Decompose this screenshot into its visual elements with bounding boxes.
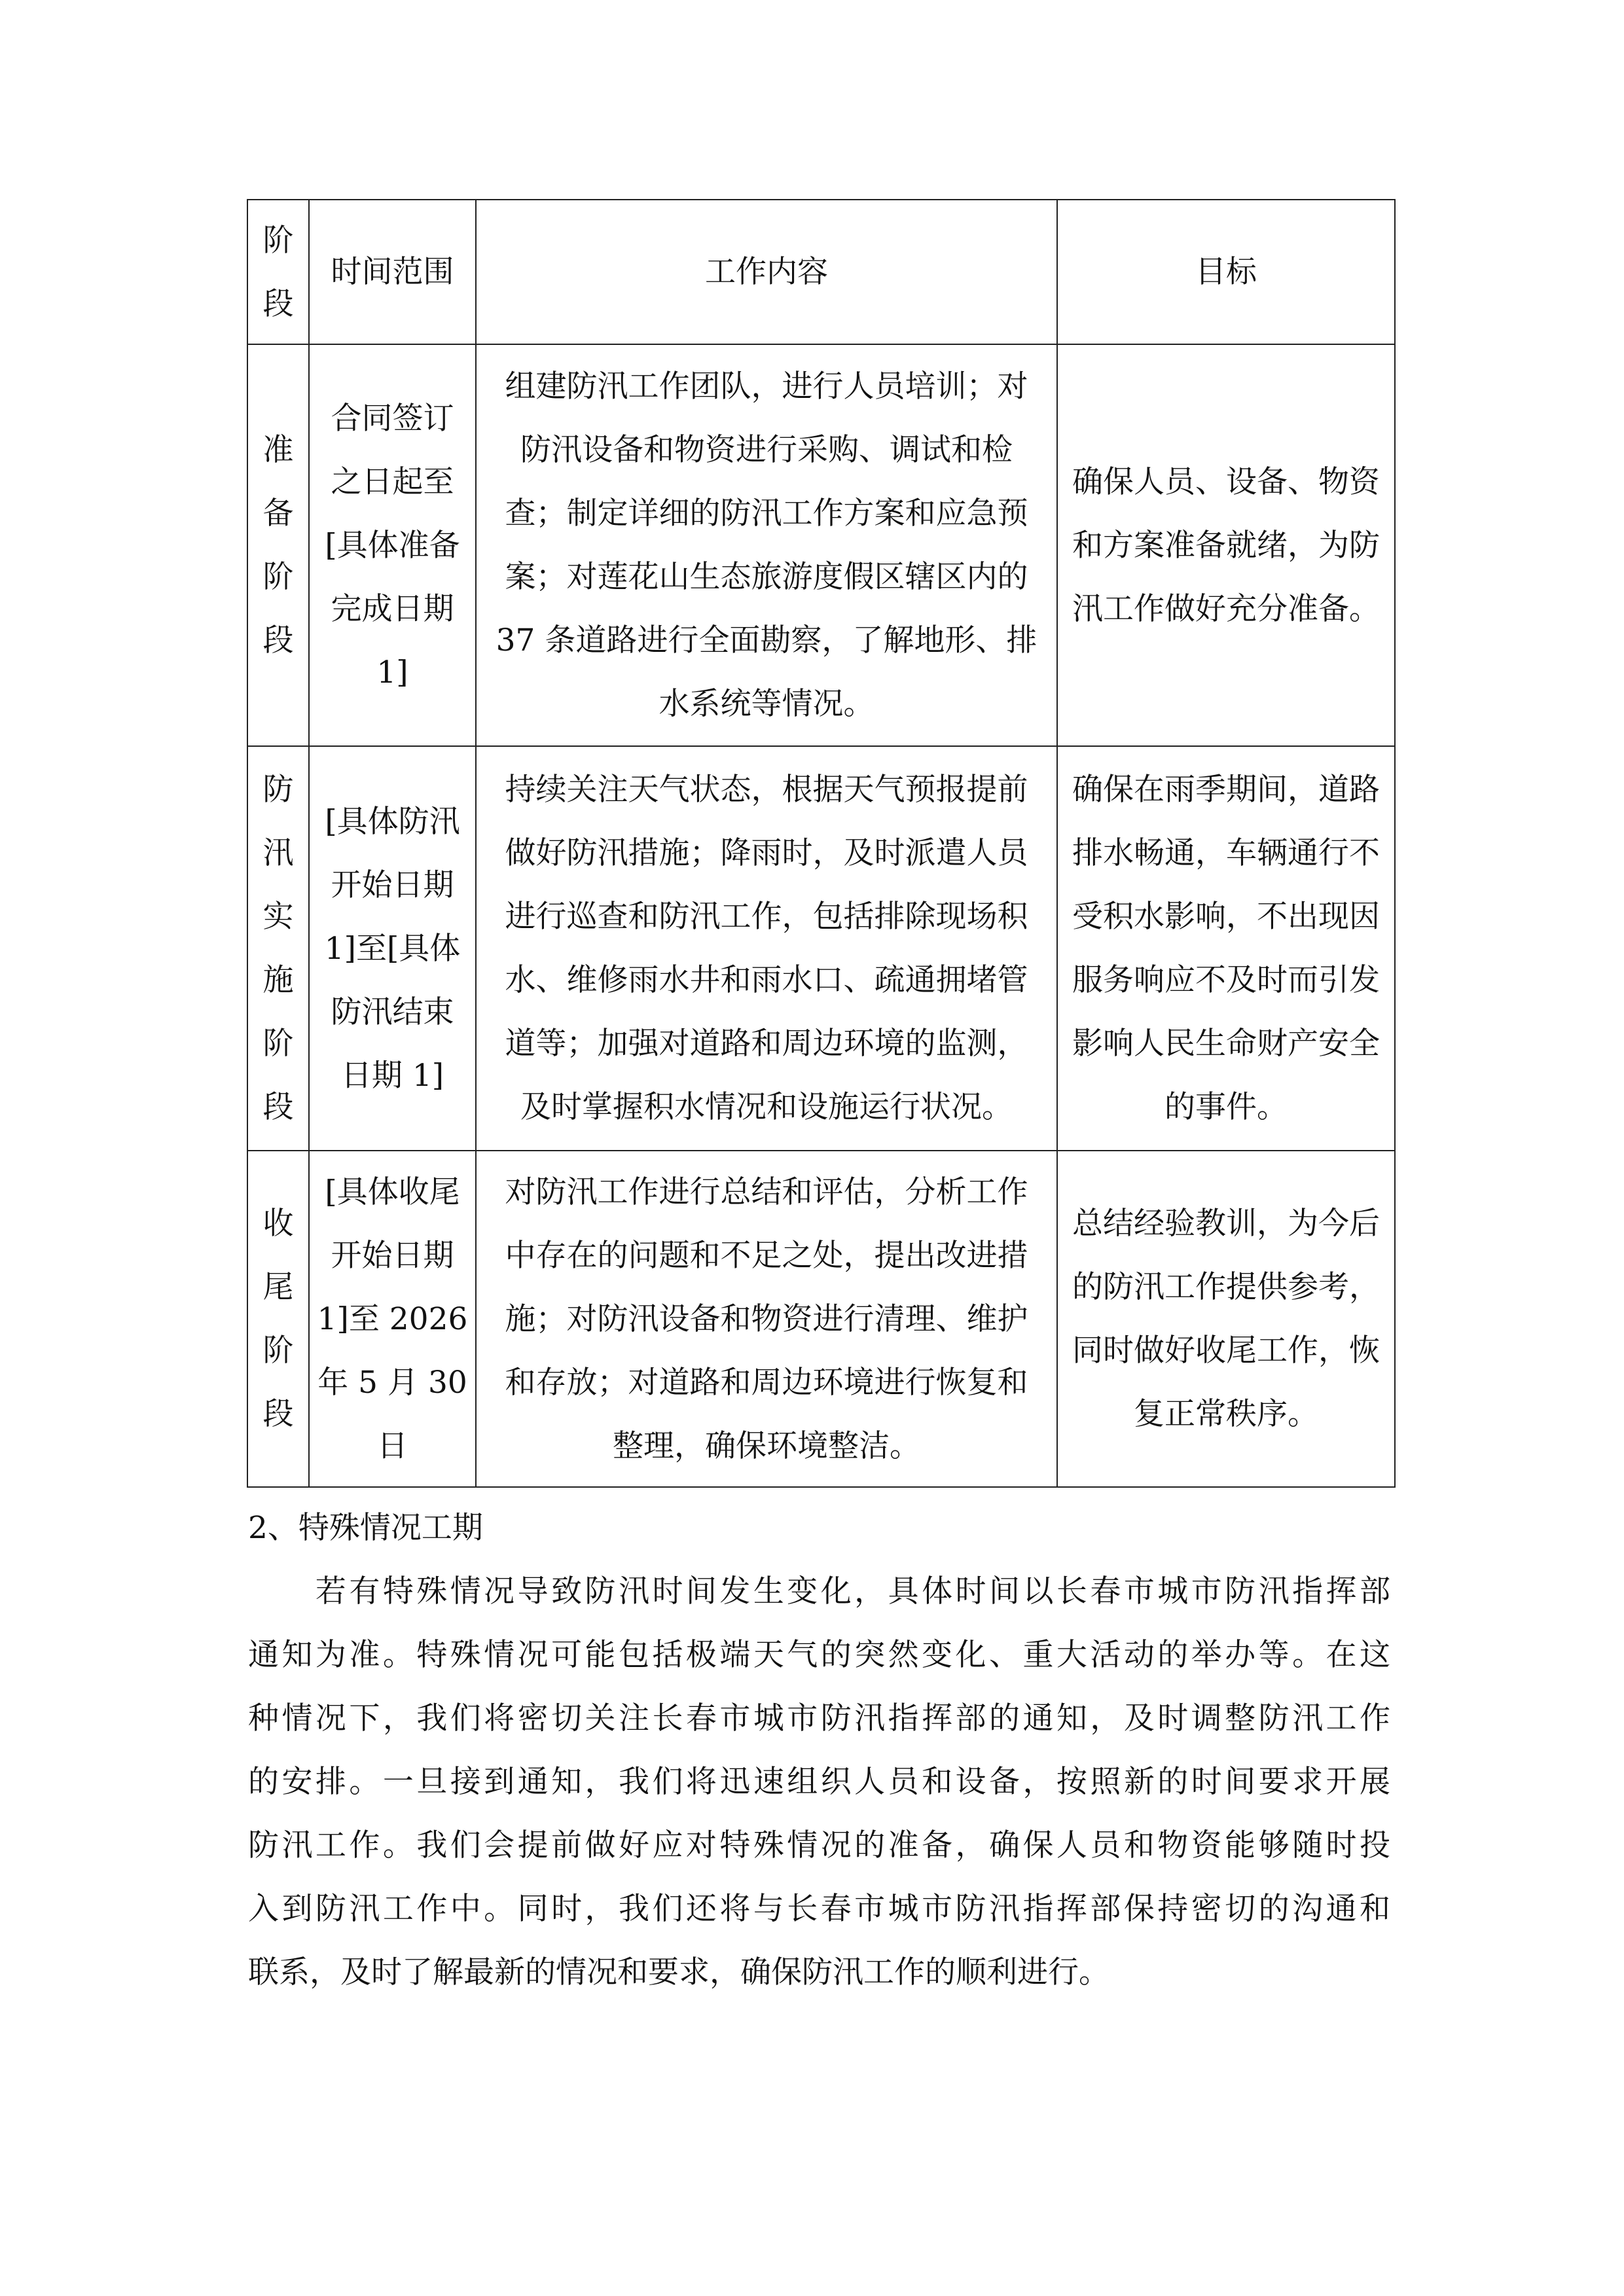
cell-line: 完成日期 xyxy=(331,590,454,627)
header-cell xyxy=(1057,200,1395,344)
cell-line: 的防汛工作提供参考， xyxy=(1072,1269,1380,1305)
cell-line: 施 xyxy=(262,962,294,998)
goal-cell xyxy=(1057,344,1395,746)
cell-line: 段 xyxy=(262,285,294,322)
cell-line: 施；对防汛设备和物资进行清理、维护 xyxy=(505,1300,1028,1337)
work-content-cell xyxy=(476,746,1057,1151)
paragraph-line: 的安排。一旦接到通知，我们将迅速组织人员和设备，按照新的时间要求开展 xyxy=(248,1764,1390,1800)
cell-line: 收 xyxy=(262,1206,294,1242)
cell-line: 的事件。 xyxy=(1164,1089,1288,1125)
cell-line: 实 xyxy=(262,899,294,935)
time-range-cell xyxy=(309,344,476,746)
table-row xyxy=(247,344,1395,746)
cell-line: 阶 xyxy=(262,1333,294,1369)
work-content-cell xyxy=(476,344,1057,746)
cell-line: [具体准备 xyxy=(325,527,460,564)
section-paragraph xyxy=(248,1560,1390,2004)
cell-line: 复正常秩序。 xyxy=(1134,1396,1318,1432)
cell-line: 进行巡查和防汛工作，包括排除现场积 xyxy=(505,899,1028,935)
cell-line: 1] xyxy=(376,654,408,691)
paragraph-line: 通知为准。特殊情况可能包括极端天气的突然变化、重大活动的举办等。在这 xyxy=(248,1637,1390,1673)
cell-line: 阶 xyxy=(262,1026,294,1062)
section-heading: 2、特殊情况工期 xyxy=(248,1510,483,1546)
cell-line: 和存放；对道路和周边环境进行恢复和 xyxy=(505,1364,1028,1401)
cell-line: 道等；加强对道路和周边环境的监测， xyxy=(505,1026,1028,1062)
cell-line: 做好防汛措施；降雨时，及时派遣人员 xyxy=(505,835,1028,871)
cell-line: 合同签订 xyxy=(331,400,454,437)
cell-line: [具体收尾 xyxy=(325,1174,460,1210)
cell-line: 阶 xyxy=(262,222,294,259)
cell-line: 排水畅通，车辆通行不 xyxy=(1072,835,1380,871)
cell-line: 日 xyxy=(377,1427,408,1464)
time-range-cell xyxy=(309,1151,476,1487)
cell-line: 服务响应不及时而引发 xyxy=(1072,962,1380,998)
table-row xyxy=(247,1151,1395,1487)
cell-line: 组建防汛工作团队，进行人员培训；对 xyxy=(505,368,1028,404)
cell-line: 段 xyxy=(262,1089,294,1125)
cell-line: 阶 xyxy=(262,559,294,595)
cell-line: 之日起至 xyxy=(331,463,454,500)
cell-line: 确保在雨季期间，道路 xyxy=(1072,772,1380,808)
header-cell xyxy=(309,200,476,344)
cell-line: 准 xyxy=(262,432,294,468)
cell-line: 持续关注天气状态，根据天气预报提前 xyxy=(505,772,1028,808)
cell-line: 受积水影响，不出现因 xyxy=(1072,899,1380,935)
header-cell xyxy=(247,200,309,344)
cell-line: 水、维修雨水井和雨水口、疏通拥堵管 xyxy=(505,962,1028,998)
stage-cell xyxy=(247,1151,309,1487)
cell-line: 开始日期 xyxy=(331,1237,454,1274)
cell-line: 整理，确保环境整洁。 xyxy=(613,1427,920,1464)
goal-cell xyxy=(1057,746,1395,1151)
paragraph-line: 种情况下，我们将密切关注长春市城市防汛指挥部的通知，及时调整防汛工作 xyxy=(248,1700,1390,1736)
cell-line: 影响人民生命财产安全 xyxy=(1072,1026,1380,1062)
cell-line: 防 xyxy=(262,772,294,808)
stage-cell xyxy=(247,746,309,1151)
goal-cell xyxy=(1057,1151,1395,1487)
cell-line: 尾 xyxy=(262,1269,294,1305)
cell-line: 开始日期 xyxy=(331,867,454,903)
cell-line: 及时掌握积水情况和设施运行状况。 xyxy=(520,1089,1013,1125)
paragraph-line: 防汛工作。我们会提前做好应对特殊情况的准备，确保人员和物资能够随时投 xyxy=(248,1827,1390,1863)
cell-line: 1]至 2026 xyxy=(317,1300,468,1337)
cell-line: 水系统等情况。 xyxy=(659,686,875,722)
table-row xyxy=(247,746,1395,1151)
header-cell xyxy=(476,200,1057,344)
schedule-table xyxy=(247,199,1396,1488)
time-range-cell xyxy=(309,746,476,1151)
work-content-cell xyxy=(476,1151,1057,1487)
cell-line: 37 条道路进行全面勘察，了解地形、排 xyxy=(496,622,1038,658)
paragraph-line: 入到防汛工作中。同时，我们还将与长春市城市防汛指挥部保持密切的沟通和 xyxy=(248,1891,1390,1927)
cell-line: 目标 xyxy=(1195,254,1257,290)
cell-line: 防汛结束 xyxy=(331,994,454,1030)
cell-line: 对防汛工作进行总结和评估，分析工作 xyxy=(505,1174,1028,1210)
cell-line: 段 xyxy=(262,622,294,658)
cell-line: 防汛设备和物资进行采购、调试和检 xyxy=(520,432,1013,468)
paragraph-line: 若有特殊情况导致防汛时间发生变化，具体时间以长春市城市防汛指挥部 xyxy=(248,1573,1390,1609)
cell-line: 查；制定详细的防汛工作方案和应急预 xyxy=(505,495,1028,531)
cell-line: 确保人员、设备、物资 xyxy=(1072,463,1380,500)
cell-line: 汛工作做好充分准备。 xyxy=(1072,590,1380,627)
cell-line: 段 xyxy=(262,1396,294,1432)
cell-line: 年 5 月 30 xyxy=(317,1364,467,1401)
cell-line: [具体防汛 xyxy=(325,803,460,840)
cell-line: 时间范围 xyxy=(331,254,454,290)
cell-line: 汛 xyxy=(262,835,294,871)
cell-line: 中存在的问题和不足之处，提出改进措 xyxy=(505,1237,1028,1274)
header-row xyxy=(247,200,1395,344)
cell-line: 1]至[具体 xyxy=(324,930,461,967)
cell-line: 和方案准备就绪，为防 xyxy=(1072,527,1380,564)
cell-line: 日期 1] xyxy=(340,1057,444,1094)
paragraph-line: 联系，及时了解最新的情况和要求，确保防汛工作的顺利进行。 xyxy=(248,1954,1110,1990)
cell-line: 案；对莲花山生态旅游度假区辖区内的 xyxy=(505,559,1028,595)
cell-line: 备 xyxy=(262,495,294,531)
cell-line: 工作内容 xyxy=(705,254,828,290)
stage-cell xyxy=(247,344,309,746)
cell-line: 同时做好收尾工作，恢 xyxy=(1072,1333,1380,1369)
cell-line: 总结经验教训，为今后 xyxy=(1072,1206,1380,1242)
